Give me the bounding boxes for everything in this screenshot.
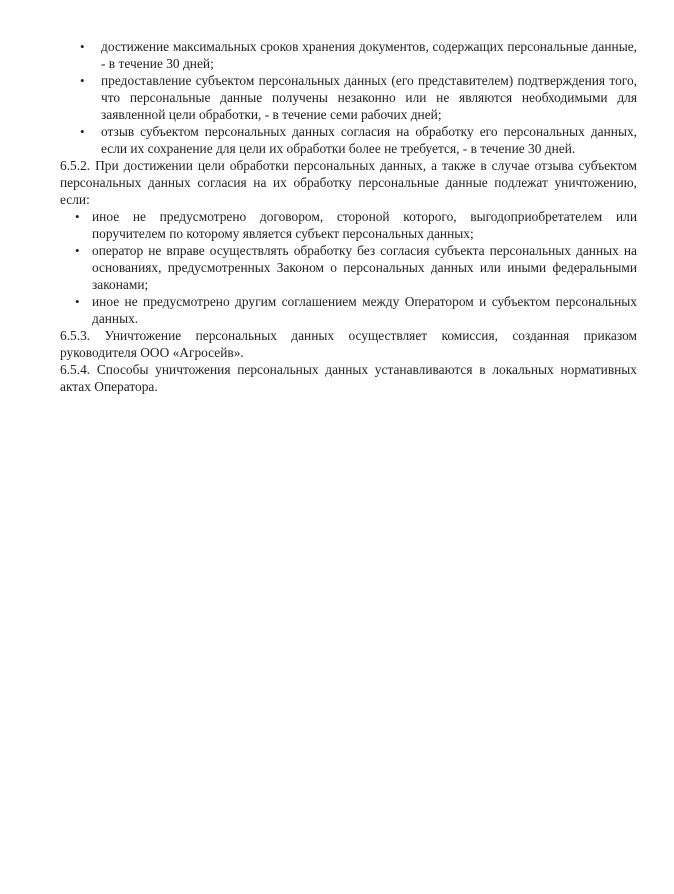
- bullet-icon: •: [80, 73, 85, 88]
- list-item-text: иное не предусмотрено договором, стороной которого, выгодоприобретателем или поручителем по которому является субъект персональных данных;: [92, 209, 637, 241]
- bullet-icon: •: [75, 243, 80, 258]
- list-item: [60, 208, 637, 242]
- list-item: [60, 72, 637, 123]
- list-item: [60, 242, 637, 293]
- list-item-text: отзыв субъектом персональных данных согласия на обработку его персональных данных, если их сохранение для цели их обработки более не требуется, - в течение 30 дней.: [101, 124, 637, 156]
- paragraph-6-5-4: 6.5.4. Способы уничтожения персональных данных устанавливаются в локальных нормативных актах Оператора.: [60, 362, 637, 394]
- bullet-list-retention: [60, 38, 637, 157]
- paragraph-6-5-2: 6.5.2. При достижении цели обработки персональных данных, а также в случае отзыва субъектом персональных данных согласия на их обработку персональные данные подлежат уничтожению, если:: [60, 158, 637, 207]
- list-item-text: оператор не вправе осуществлять обработку без согласия субъекта персональных данных на основаниях, предусмотренных Законом о персональных данных или иными федеральными законами;: [92, 243, 637, 292]
- list-item-text: иное не предусмотрено другим соглашением между Оператором и субъектом персональных данных.: [92, 294, 637, 326]
- bullet-icon: •: [75, 209, 80, 224]
- bullet-icon: •: [80, 39, 85, 54]
- bullet-icon: •: [80, 124, 85, 139]
- document-page: [60, 38, 637, 395]
- bullet-icon: •: [75, 294, 80, 309]
- list-item-text: предоставление субъектом персональных данных (его представителем) подтверждения того, что персональные данные получены незаконно или не являются необходимыми для заявленной цели обработки, - в течение семи рабочих дней;: [101, 73, 637, 122]
- list-item: [60, 123, 637, 157]
- bullet-list-destruction-conditions: [60, 208, 637, 327]
- list-item: [60, 293, 637, 327]
- list-item: [60, 38, 637, 72]
- list-item-text: достижение максимальных сроков хранения документов, содержащих персональные данные, - в течение 30 дней;: [101, 39, 637, 71]
- paragraph-6-5-3: 6.5.3. Уничтожение персональных данных осуществляет комиссия, созданная приказом руководителя ООО «Агросейв».: [60, 328, 637, 360]
